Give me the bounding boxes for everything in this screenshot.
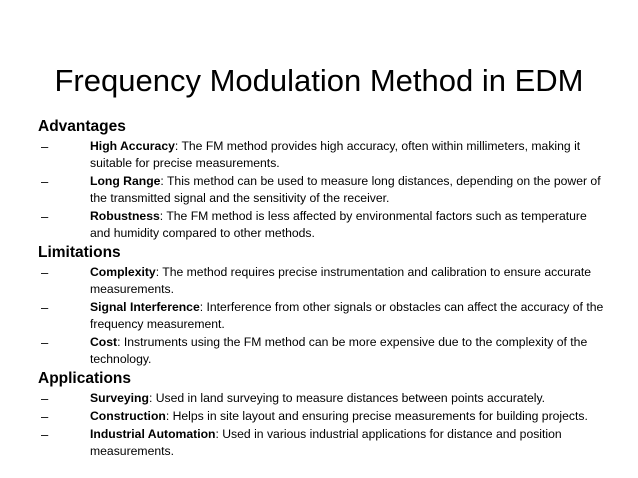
list-item	[38, 264, 608, 298]
list-item	[38, 334, 608, 368]
bullet-list	[38, 390, 608, 460]
item-term: High Accuracy	[90, 139, 175, 153]
slide-content	[38, 117, 608, 461]
list-item	[38, 426, 608, 460]
section-heading: Advantages	[38, 118, 126, 135]
item-term: Robustness	[90, 209, 160, 223]
bullet-dash-icon: –	[41, 300, 49, 315]
list-item	[38, 390, 608, 407]
item-text: : The FM method provides high accuracy, often within millimeters, making it suitable for precise measurements.	[90, 139, 581, 170]
item-text: : Interference from other signals or obstacles can affect the accuracy of the frequency measurement.	[90, 300, 604, 331]
bullet-dash-icon: –	[41, 409, 49, 424]
item-text: : The method requires precise instrumentation and calibration to ensure accurate measurements.	[90, 265, 592, 296]
item-term: Cost	[90, 335, 118, 349]
section-applications	[38, 369, 608, 460]
list-item	[38, 138, 608, 172]
list-item	[38, 208, 608, 242]
item-term: Long Range	[90, 174, 161, 188]
item-text: : Instruments using the FM method can be more expensive due to the complexity of the technology.	[90, 335, 588, 366]
section-limitations	[38, 243, 608, 368]
list-item	[38, 299, 608, 333]
bullet-dash-icon: –	[41, 335, 49, 350]
bullet-list	[38, 138, 608, 242]
item-term: Industrial Automation	[90, 427, 216, 441]
bullet-dash-icon: –	[41, 427, 49, 442]
bullet-list	[38, 264, 608, 368]
item-term: Signal Interference	[90, 300, 200, 314]
bullet-dash-icon: –	[41, 139, 49, 154]
bullet-dash-icon: –	[41, 209, 49, 224]
item-text: : Helps in site layout and ensuring precise measurements for building projects.	[165, 409, 588, 423]
section-heading: Limitations	[38, 244, 121, 261]
item-term: Construction	[90, 409, 166, 423]
bullet-dash-icon: –	[41, 265, 49, 280]
section-advantages	[38, 117, 608, 242]
list-item	[38, 173, 608, 207]
section-heading: Applications	[38, 370, 132, 387]
item-text: : This method can be used to measure long distances, depending on the power of the transmitted signal and the sensitivity of the receiver.	[90, 174, 601, 205]
item-text: : The FM method is less affected by environmental factors such as temperature and humidity compared to other methods.	[90, 209, 587, 240]
item-term: Surveying	[90, 391, 149, 405]
slide-title: Frequency Modulation Method in EDM	[54, 62, 584, 98]
list-item	[38, 408, 608, 425]
item-term: Complexity	[90, 265, 156, 279]
item-text: : Used in various industrial applications for distance and position measurements.	[90, 427, 562, 458]
item-text: : Used in land surveying to measure distances between points accurately.	[148, 391, 546, 405]
bullet-dash-icon: –	[41, 174, 49, 189]
bullet-dash-icon: –	[41, 391, 49, 406]
